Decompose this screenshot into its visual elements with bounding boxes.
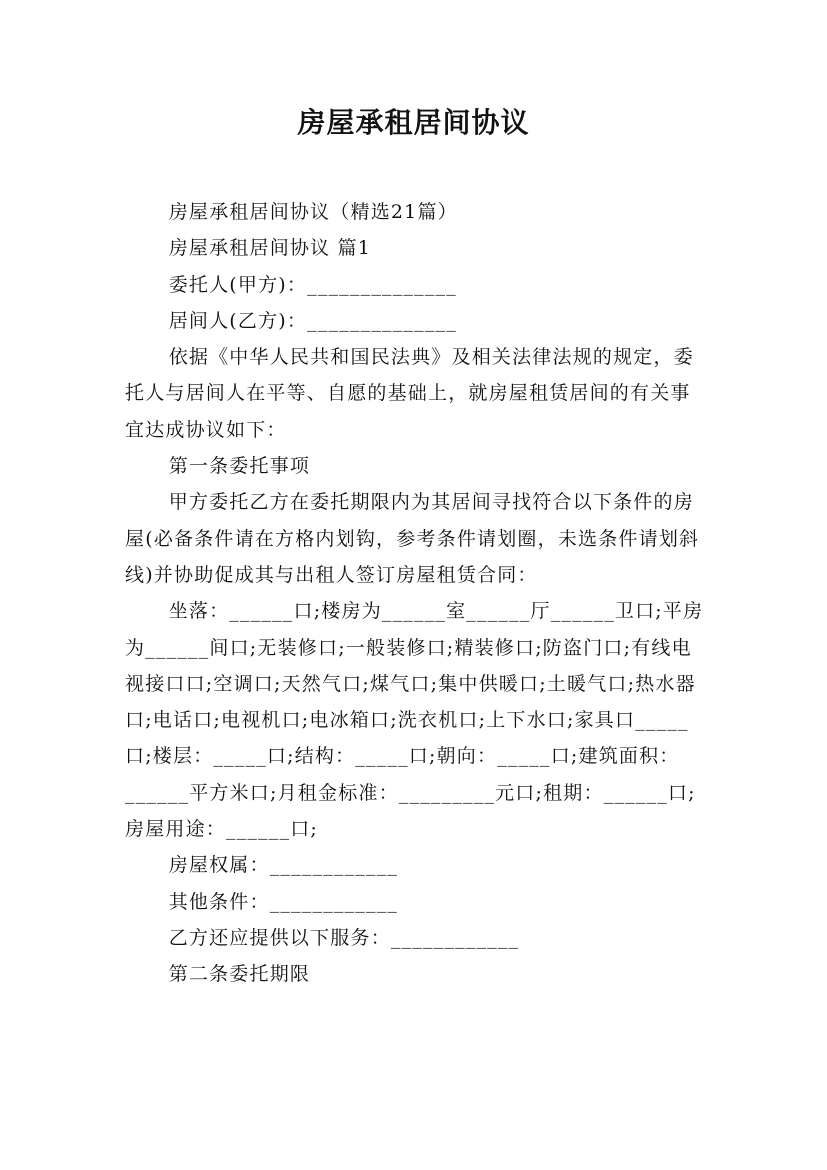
- paragraph-client-party: 委托人(甲方)：______________: [168, 273, 457, 296]
- document-title: 房屋承租居间协议: [297, 106, 530, 139]
- paragraph-extra-services: 乙方还应提供以下服务：____________: [168, 926, 520, 949]
- paragraph-section-heading: 房屋承租居间协议 篇1: [168, 237, 372, 260]
- paragraph-article-1-heading: 第一条委托事项: [168, 455, 311, 478]
- paragraph-broker-party: 居间人(乙方)：______________: [168, 309, 457, 332]
- paragraph-subtitle: 房屋承租居间协议（精选21篇）: [168, 201, 458, 223]
- document-body: [125, 194, 710, 993]
- paragraph-article-1-intro: 甲方委托乙方在委托期限内为其居间寻找符合以下条件的房屋(必备条件请在方格内划钩，参考条件请划圈，未选条件请划斜线)并协助促成其与出租人签订房屋租赁合同：: [125, 491, 700, 586]
- paragraph-preamble: 依据《中华人民共和国民法典》及相关法律法规的规定，委托人与居间人在平等、自愿的基础上，就房屋租赁居间的有关事宜达成协议如下：: [125, 346, 694, 441]
- paragraph-ownership: 房屋权属：____________: [168, 854, 399, 877]
- paragraph-property-conditions: 坐落：______口;楼房为______室______厅______卫口;平房为______间口;无装修口;一般装修口;精装修口;防盗门口;有线电视接口口;空调口;天然气口;煤气口;集中供暖口;土暖气口;热水器口;电话口;电视机口;电冰箱口;洗衣机口;上下水口;家具口_____口;楼层：_____口;结构：_____口;朝向：_____口;建筑面积：______平方米口;月租金标准：_________元口;租期：______口;房屋用途：______口;: [125, 600, 704, 841]
- paragraph-other-conditions: 其他条件：____________: [168, 890, 399, 913]
- paragraph-article-2-heading: 第二条委托期限: [168, 963, 311, 986]
